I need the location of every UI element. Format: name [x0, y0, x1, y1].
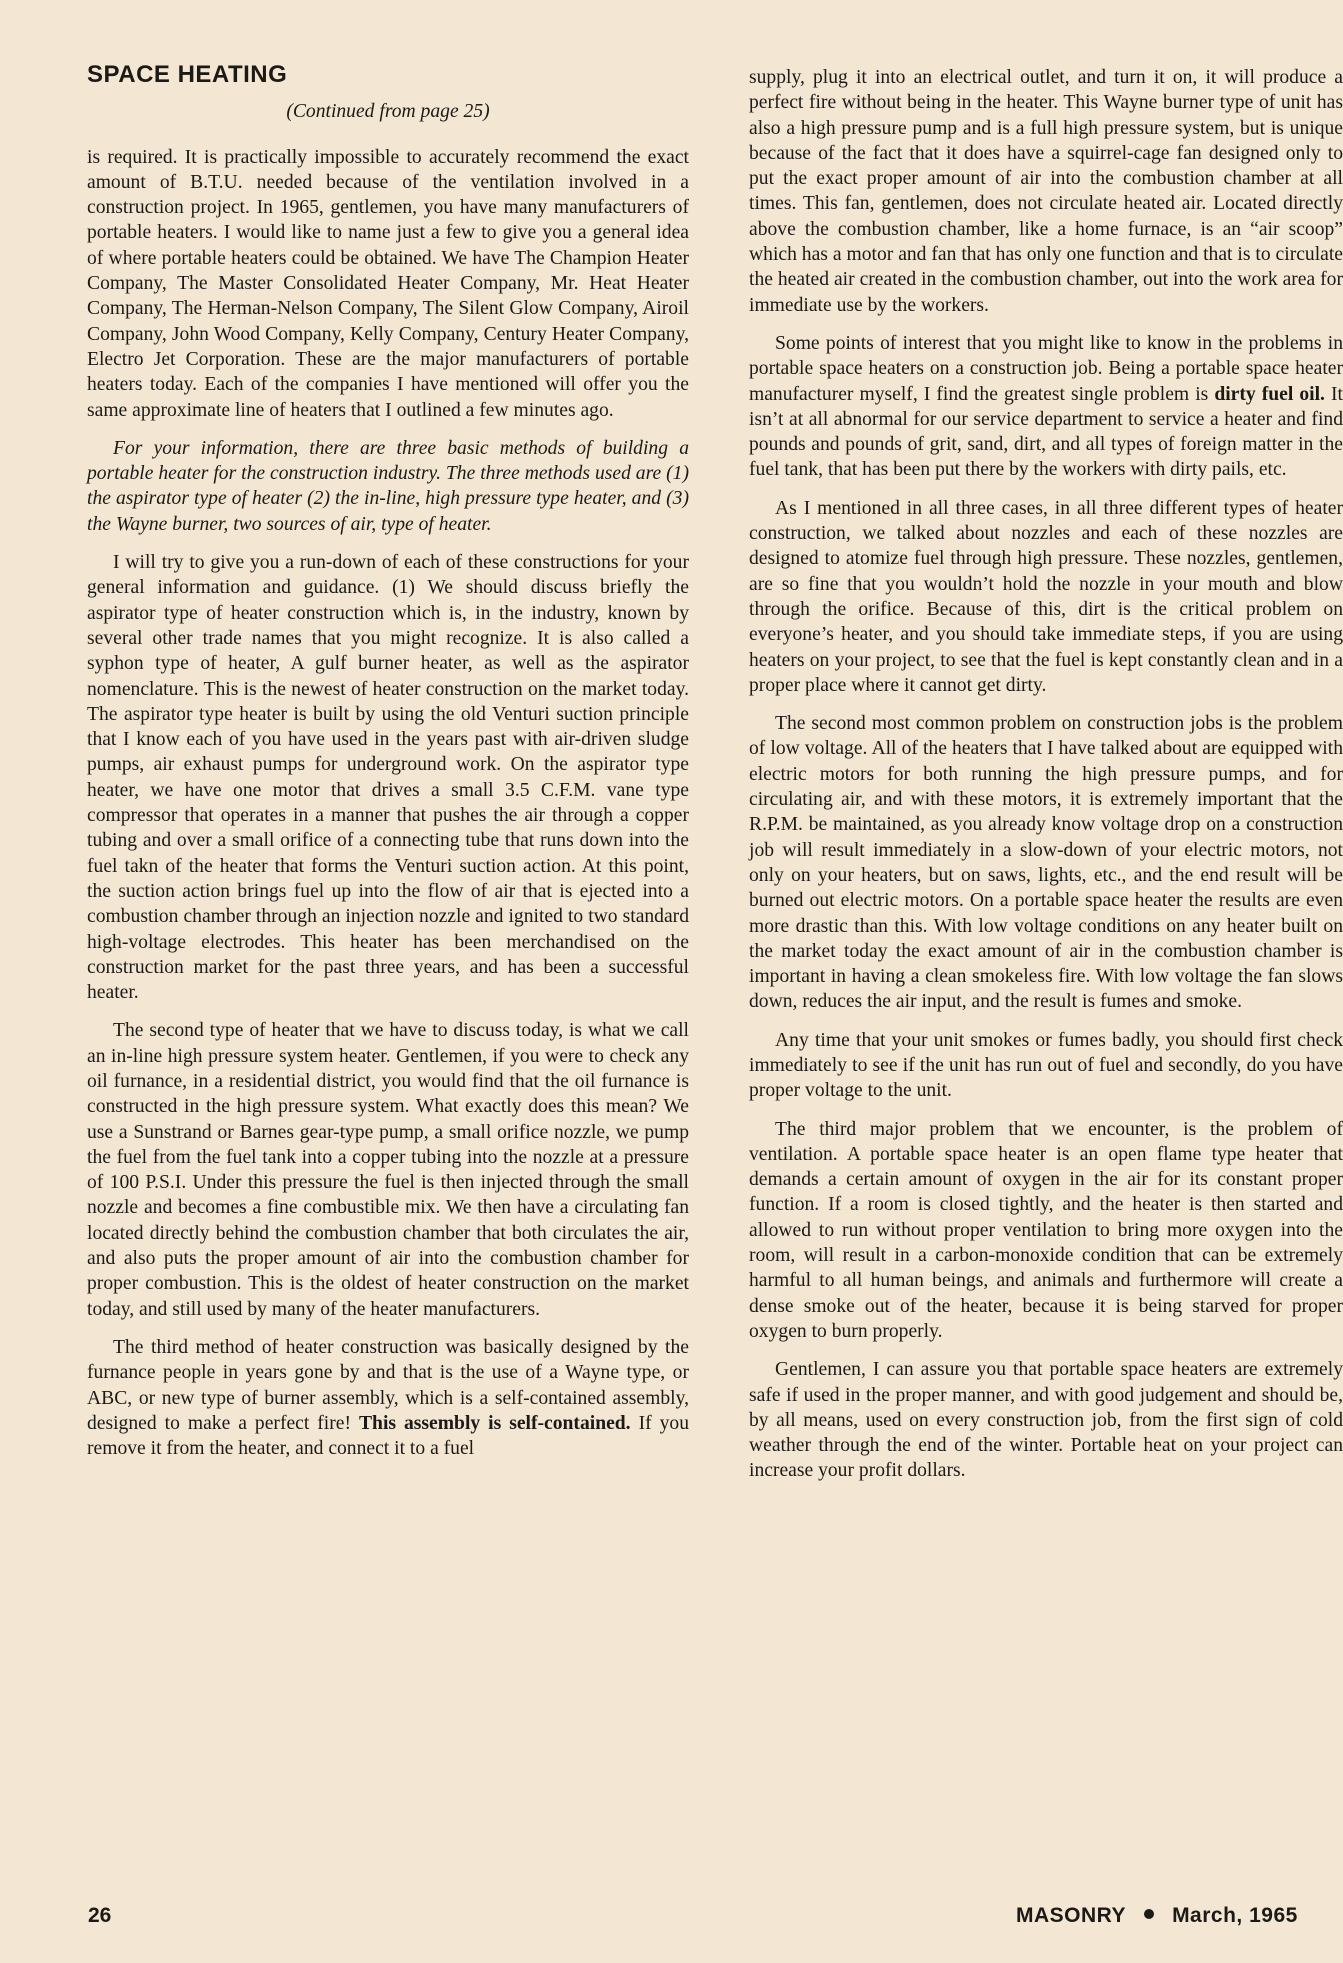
bullet-dot-icon — [1144, 1909, 1154, 1919]
paragraph: The second type of heater that we have to discuss today, is what we call an in-line high pressure system heater. Gentlemen, if you were to check any oil furnance, in a residential district, you would find that the oil furnance is constructed in the high pressure system. What exactly does this mean? We use a Sunstrand or Barnes gear-type pump, a small orifice nozzle, we pump the fuel from the fuel tank into a copper tubing into the nozzle at a pressure of 100 P.S.I. Under this pressure the fuel is then injected through the small nozzle and becomes a fine combustible mix. We then have a circulating fan located directly behind the combustion chamber that both circulates the air, and also puts the proper amount of air into the combustion chamber for proper combustion. This is the oldest of heater construction on the market today, and still used by many of the heater manufacturers. — [87, 1020, 689, 1320]
paragraph: Gentlemen, I can assure you that portable space heaters are extremely safe if used in the proper manner, and with good judgement and should be, by all means, used on every construction job, from the first sign of cold weather through the end of the winter. Portable heat on your project can increase your profit dollars. — [749, 1359, 1343, 1482]
issue-date: March, 1965 — [1172, 1904, 1298, 1927]
paragraph — [87, 1335, 689, 1461]
paragraph-text: The third method of heater construction was basically designed by the furnance people in years gone by and that is the use of a Wayne type, or ABC, or new type of burner assembly, which is a self-contained assembly, designed to make a perfect fire! — [87, 1336, 689, 1434]
continued-note: (Continued from page 25) — [286, 101, 490, 123]
paragraph-text: If you remove it from the heater, and connect it to a fuel — [87, 1412, 689, 1460]
bold-emphasis: dirty fuel oil. — [1214, 383, 1325, 405]
page-number: 26 — [88, 1904, 112, 1927]
publication-footer — [1016, 1904, 1298, 1928]
paragraph-text: It isn’t at all abnormal for our service department to service a heater and find pounds and pounds of grit, sand, dirt, and all types of foreign matter in the fuel tank, that has been put there by the workers with dirty pails, etc. — [749, 383, 1343, 481]
publication-name: MASONRY — [1016, 1904, 1127, 1927]
paragraph: The third major problem that we encounter, is the problem of ventilation. A portable space heater is an open flame type heater that demands a certain amount of oxygen in the air for its constant proper function. If a room is closed tightly, and the heater is then started and allowed to run without proper ventilation to bring more oxygen into the room, will result in a carbon-monoxide condition that can be extremely harmful to all human beings, and animals and furthermore will create a dense smoke out of the heater, because it is being starved for proper oxygen to burn properly. — [749, 1118, 1343, 1342]
paragraph: is required. It is practically impossible to accurately recommend the exact amount of B.T.U. needed because of the ventilation involved in a construction project. In 1965, gentlemen, you have many manufacturers of portable heaters. I would like to name just a few to give you a general idea of where portable heaters could be obtained. We have The Champion Heater Company, The Master Consolidated Heater Company, Mr. Heat Heater Company, The Herman-Nelson Company, The Silent Glow Company, Airoil Company, John Wood Company, Kelly Company, Century Heater Company, Electro Jet Corporation. These are the major manufacturers of portable heaters today. Each of the companies I have mentioned will offer you the same approximate line of heaters that I outlined a few minutes ago. — [87, 146, 689, 421]
paragraph: As I mentioned in all three cases, in all three different types of heater construction, we talked about nozzles and each of these nozzles are designed to atomize fuel through high pressure. These nozzles, gentlemen, are so fine that you wouldn’t hold the nozzle in your mouth and blow through the orifice. Because of this, dirt is the critical problem on everyone’s heater, and you should take immediate steps, if you are using heaters on your project, to see that the fuel is kept constantly clean and in a proper place where it cannot get dirty. — [749, 497, 1343, 696]
paragraph: Any time that your unit smokes or fumes badly, you should first check immediately to see if the unit has run out of fuel and secondly, do you have proper voltage to the unit. — [749, 1029, 1343, 1102]
paragraph: supply, plug it into an electrical outlet, and turn it on, it will produce a perfect fire without being in the heater. This Wayne burner type of unit has also a high pressure pump and is a full high pressure system, but is unique because of the fact that it does have a squirrel-cage fan designed only to put the exact proper amount of air into the combustion chamber at all times. This fan, gentlemen, does not circulate heated air. Located directly above the combustion chamber, like a home furnace, is an “air scoop” which has a motor and fan that has only one function and that is to circulate the heated air created in the combustion chamber, out into the work area for immediate use by the workers. — [749, 67, 1343, 316]
paragraph — [749, 331, 1343, 483]
paragraph: I will try to give you a run-down of each of these constructions for your general information and guidance. (1) We should discuss briefly the aspirator type of heater construction which is, in the industry, known by several other trade names that you might recognize. It is also called a syphon type of heater, A gulf burner heater, as well as the aspirator nomenclature. This is the newest of heater construction on the market today. The aspirator type heater is built by using the old Venturi suction principle that I know each of you have used in the years past with air-driven sludge pumps, air exhaust pumps for underground work. On the aspirator type heater, we have one motor that drives a small 3.5 C.F.M. vane type compressor that operates in a manner that pushes the air through a copper tubing and over a small orifice of a connecting tube that runs down into the fuel takn of the heater that forms the Venturi suction action. At this point, the suction action brings fuel up into the flow of air that is ejected into a combustion chamber through an injection nozzle and ignited to two standard high-voltage electrodes. This heater has been merchandised on the construction market for the past three years, and has been a successful heater. — [87, 552, 689, 1004]
right-column — [749, 65, 1343, 1497]
paragraph-text: Some points of interest that you might like to know in the problems in portable space heaters on a construction job. Being a portable space heater manufacturer myself, I find the greatest single problem is — [749, 332, 1343, 405]
bold-emphasis: This assembly is self-contained. — [358, 1412, 631, 1434]
left-column — [87, 62, 689, 1474]
paragraph-italic: For your information, there are three basic methods of building a portable heater for the construction industry. The three methods used are (1) the aspirator type of heater (2) the in-line, high pressure type heater, and (3) the Wayne burner, two sources of air, type of heater. — [87, 437, 689, 535]
article-title: SPACE HEATING — [87, 61, 288, 88]
paragraph: The second most common problem on construction jobs is the problem of low voltage. All of the heaters that I have talked about are equipped with electric motors for both running the high pressure pumps, and for circulating air, and with these motors, it is extremely important that the R.P.M. be maintained, as you already know voltage drop on a construction job will result immediately in a slow-down of your electric motors, not only on your heaters, but on saws, lights, etc., and the end result will be burned out electric motors. On a portable space heater the results are even more drastic than this. With low voltage conditions on any heater built on the market today the exact amount of air in the combustion chamber is important in having a clean smokeless fire. With low voltage the fan slows down, reduces the air input, and the result is fumes and smoke. — [749, 713, 1343, 1013]
